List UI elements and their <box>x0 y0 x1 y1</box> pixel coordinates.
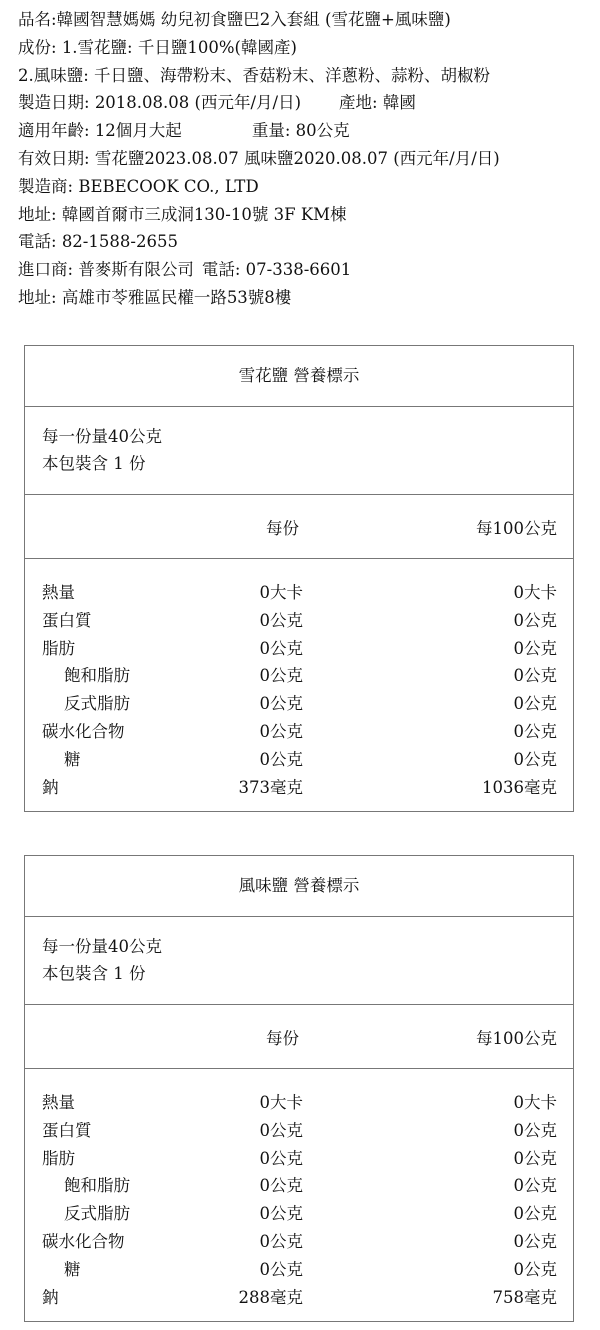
nutrient-name: 糖 <box>64 1259 81 1279</box>
serving-size: 每一份量40公克 <box>42 937 162 956</box>
importer-phone-value: 07-338-6601 <box>245 260 352 280</box>
per-100g-value: 0公克 <box>513 1148 557 1168</box>
per-serving-value: 0公克 <box>259 721 303 741</box>
importer-address-value: 高雄市苓雅區民權一路53號8樓 <box>61 287 292 307</box>
nutrient-name: 蛋白質 <box>42 610 92 630</box>
ingredients-line-2 <box>18 62 590 90</box>
col-per-serving: 每份 <box>266 519 299 538</box>
origin-value: 韓國 <box>382 93 416 113</box>
col-per-serving: 每份 <box>266 1029 299 1048</box>
col-per-100g: 每100公克 <box>476 1029 557 1048</box>
per-serving-value: 0大卡 <box>259 1093 303 1112</box>
per-100g-value: 0公克 <box>513 1204 557 1224</box>
table-row <box>25 1256 573 1284</box>
per-serving-value: 0公克 <box>259 1231 303 1251</box>
per-serving-value: 0公克 <box>259 1204 303 1224</box>
ingredients-label: 成份: <box>18 37 57 57</box>
per-100g-value: 0公克 <box>513 749 557 769</box>
per-serving-value: 0公克 <box>259 638 303 658</box>
per-100g-value: 0公克 <box>513 1231 557 1251</box>
nutrient-name: 脂肪 <box>42 1148 75 1168</box>
nutrient-name: 熱量 <box>42 583 75 602</box>
nutrient-name: 鈉 <box>42 1287 59 1307</box>
weight-value: 80公克 <box>295 121 350 141</box>
importer-label: 進口商: <box>18 260 74 280</box>
manufacturer-value: BEBECOOK CO., LTD <box>78 176 259 196</box>
nutrient-name: 碳水化合物 <box>42 721 125 741</box>
table-row <box>25 1172 573 1200</box>
column-headers <box>25 1005 573 1069</box>
table-row <box>25 607 573 635</box>
per-100g-value: 1036毫克 <box>482 777 557 797</box>
age-label: 適用年齡: <box>18 121 90 141</box>
ingredients-line-1 <box>18 34 590 62</box>
product-info <box>18 6 590 312</box>
nutrient-rows <box>25 1069 573 1311</box>
expiry-value: 雪花鹽2023.08.07 風味鹽2020.08.07 (西元年/月/日) <box>94 148 500 168</box>
servings-per-pack: 本包裝含 1 份 <box>42 454 146 473</box>
address-value: 韓國首爾市三成洞130-10號 3F KM棟 <box>61 204 347 224</box>
per-serving-value: 288毫克 <box>238 1287 303 1307</box>
origin-label: 產地: <box>339 93 378 113</box>
nutrient-name: 鈉 <box>42 777 59 797</box>
phone-value: 82-1588-2655 <box>61 232 178 252</box>
per-100g-value: 0公克 <box>513 610 557 630</box>
product-name-line <box>18 6 590 34</box>
per-100g-value: 758毫克 <box>492 1287 557 1307</box>
importer-address-label: 地址: <box>18 287 57 307</box>
address-line <box>18 201 590 229</box>
nutrient-name: 碳水化合物 <box>42 1231 125 1251</box>
table-row <box>25 1117 573 1145</box>
per-100g-value: 0公克 <box>513 638 557 658</box>
per-100g-value: 0公克 <box>513 1176 557 1196</box>
age-weight-line <box>18 117 590 145</box>
weight-label: 重量: <box>251 121 291 141</box>
importer-phone-label: 電話: <box>201 260 241 280</box>
mfg-date-line <box>18 89 590 117</box>
serving-info <box>25 917 573 1005</box>
per-serving-value: 0公克 <box>259 1176 303 1196</box>
table-row <box>25 1200 573 1228</box>
per-100g-value: 0大卡 <box>513 1093 557 1112</box>
manufacturer-line <box>18 173 590 201</box>
per-serving-value: 0公克 <box>259 694 303 714</box>
table-row <box>25 690 573 718</box>
address-label: 地址: <box>18 204 57 224</box>
product-name-value: 韓國智慧媽媽 幼兒初食鹽巴2入套組 (雪花鹽+風味鹽) <box>56 10 451 29</box>
importer-address-line <box>18 284 590 312</box>
per-serving-value: 0大卡 <box>259 583 303 602</box>
nutrient-name: 糖 <box>64 749 81 769</box>
per-100g-value: 0大卡 <box>513 583 557 602</box>
nutrient-name: 反式脂肪 <box>64 1204 130 1224</box>
per-100g-value: 0公克 <box>513 1259 557 1279</box>
nutrient-rows <box>25 559 573 801</box>
per-serving-value: 0公克 <box>259 666 303 686</box>
table-row <box>25 718 573 746</box>
manufacturer-label: 製造商: <box>18 176 74 196</box>
nutrient-name: 蛋白質 <box>42 1120 92 1140</box>
importer-line <box>18 256 590 284</box>
nutrient-name: 飽和脂肪 <box>64 1176 130 1196</box>
per-100g-value: 0公克 <box>513 694 557 714</box>
panel-title: 風味鹽 營養標示 <box>25 856 573 917</box>
nutrition-panel-snow-salt <box>24 345 574 812</box>
table-row <box>25 774 573 802</box>
per-100g-value: 0公克 <box>513 666 557 686</box>
phone-line <box>18 228 590 256</box>
column-headers <box>25 495 573 559</box>
age-value: 12個月大起 <box>94 121 182 141</box>
table-row <box>25 1284 573 1312</box>
per-serving-value: 0公克 <box>259 749 303 769</box>
table-row <box>25 746 573 774</box>
nutrient-name: 熱量 <box>42 1093 75 1112</box>
nutrient-name: 反式脂肪 <box>64 694 130 714</box>
servings-per-pack: 本包裝含 1 份 <box>42 964 146 983</box>
nutrient-name: 飽和脂肪 <box>64 666 130 686</box>
table-row <box>25 1145 573 1173</box>
per-serving-value: 0公克 <box>259 1259 303 1279</box>
per-serving-value: 0公克 <box>259 1148 303 1168</box>
per-serving-value: 373毫克 <box>238 777 303 797</box>
nutrition-panel-flavor-salt <box>24 855 574 1322</box>
serving-info <box>25 407 573 495</box>
product-name-label: 品名: <box>18 10 57 29</box>
per-100g-value: 0公克 <box>513 721 557 741</box>
mfg-date-value: 2018.08.08 (西元年/月/日) <box>94 93 302 113</box>
per-serving-value: 0公克 <box>259 1120 303 1140</box>
importer-value: 普麥斯有限公司 <box>78 260 194 280</box>
panel-title: 雪花鹽 營養標示 <box>25 346 573 407</box>
per-serving-value: 0公克 <box>259 610 303 630</box>
ingredients-value-2: 2.風味鹽: 千日鹽、海帶粉末、香菇粉末、洋蔥粉、蒜粉、胡椒粉 <box>18 65 491 85</box>
nutrient-name: 脂肪 <box>42 638 75 658</box>
table-row <box>25 662 573 690</box>
table-row <box>25 1089 573 1117</box>
expiry-label: 有效日期: <box>18 148 90 168</box>
table-row <box>25 579 573 607</box>
serving-size: 每一份量40公克 <box>42 427 162 446</box>
phone-label: 電話: <box>18 232 57 252</box>
table-row <box>25 635 573 663</box>
mfg-date-label: 製造日期: <box>18 93 90 113</box>
table-row <box>25 1228 573 1256</box>
col-per-100g: 每100公克 <box>476 519 557 538</box>
expiry-line <box>18 145 590 173</box>
per-100g-value: 0公克 <box>513 1120 557 1140</box>
ingredients-value-1: 1.雪花鹽: 千日鹽100%(韓國產) <box>61 37 297 57</box>
